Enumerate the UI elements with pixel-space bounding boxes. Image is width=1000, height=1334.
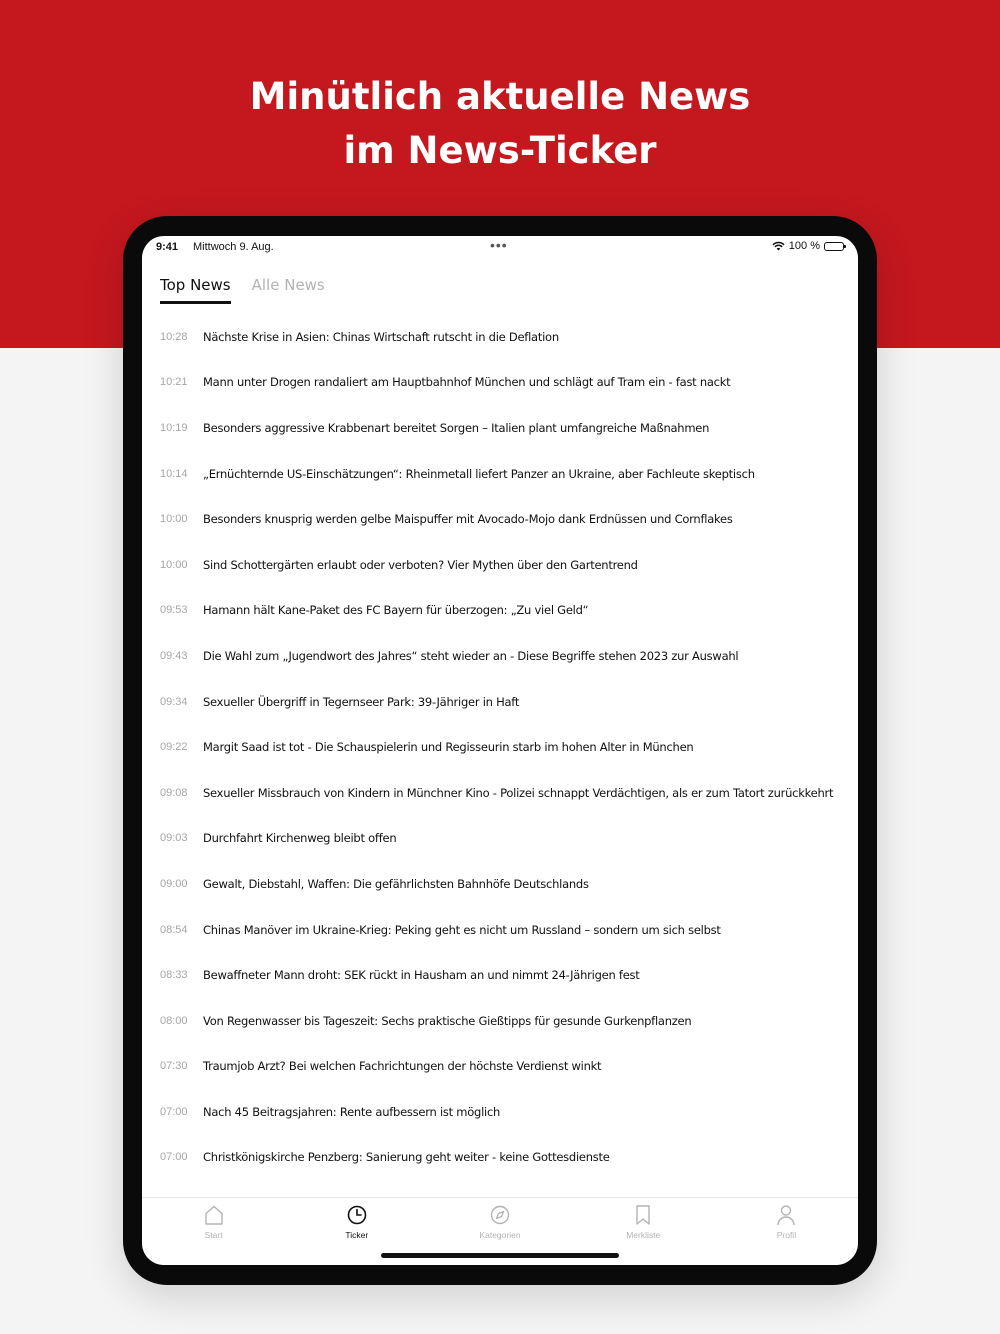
news-title: Besonders aggressive Krabbenart bereitet Sorgen – Italien plant umfangreiche Maßnahmen [203, 420, 710, 435]
nav-profil-label: Profil [776, 1230, 797, 1240]
news-item[interactable] [160, 542, 850, 588]
nav-start-label: Start [204, 1230, 223, 1240]
news-item[interactable] [160, 679, 850, 725]
news-item[interactable] [160, 360, 850, 406]
clock-icon [347, 1204, 367, 1226]
news-time: 07:00 [160, 1105, 188, 1118]
news-title: Margit Saad ist tot - Die Schauspielerin und Regisseurin starb im hohen Alter in München [203, 740, 694, 755]
news-item[interactable] [160, 816, 850, 862]
news-item[interactable] [160, 998, 850, 1044]
battery-percent: 100 % [788, 240, 820, 252]
news-time: 09:34 [160, 695, 188, 708]
news-time: 10:00 [160, 513, 188, 526]
news-list [160, 314, 850, 1226]
news-title: Durchfahrt Kirchenweg bleibt offen [203, 831, 397, 846]
news-item[interactable] [160, 952, 850, 998]
home-icon [204, 1204, 224, 1226]
news-item[interactable] [160, 451, 850, 497]
news-item[interactable] [160, 496, 850, 542]
news-time: 09:22 [160, 741, 188, 754]
nav-profil[interactable] [715, 1198, 858, 1265]
news-item[interactable] [160, 314, 850, 360]
promo-headline-line2: im News-Ticker [343, 129, 657, 172]
news-time: 09:03 [160, 832, 188, 845]
tab-alle-news[interactable]: Alle News [251, 276, 325, 294]
news-item[interactable] [160, 1044, 850, 1090]
news-item[interactable] [160, 633, 850, 679]
news-time: 09:43 [160, 649, 188, 662]
news-title: Chinas Manöver im Ukraine-Krieg: Peking geht es nicht um Russland – sondern um sich selbst [203, 922, 721, 937]
home-indicator[interactable] [381, 1253, 619, 1258]
wifi-icon [772, 241, 785, 251]
status-bar [142, 236, 858, 258]
news-time: 10:00 [160, 558, 188, 571]
news-time: 08:54 [160, 923, 188, 936]
status-time: 9:41 [156, 241, 179, 253]
multitasking-dots-icon[interactable]: ••• [490, 237, 508, 253]
news-time: 09:08 [160, 786, 188, 799]
tablet-frame [123, 216, 877, 1285]
news-title: Gewalt, Diebstahl, Waffen: Die gefährlichsten Bahnhöfe Deutschlands [203, 876, 589, 891]
news-item[interactable] [160, 724, 850, 770]
news-title: Sind Schottergärten erlaubt oder verboten? Vier Mythen über den Gartentrend [203, 557, 638, 572]
news-item[interactable] [160, 907, 850, 953]
news-item[interactable] [160, 861, 850, 907]
nav-start[interactable] [142, 1198, 285, 1265]
status-date: Mittwoch 9. Aug. [193, 241, 274, 253]
news-time: 07:00 [160, 1151, 188, 1164]
tab-top-news[interactable]: Top News [160, 276, 231, 304]
news-title: „Ernüchternde US-Einschätzungen“: Rheinmetall liefert Panzer an Ukraine, aber Fachleute skeptisch [203, 466, 755, 481]
news-time: 10:14 [160, 467, 188, 480]
news-title: Nächste Krise in Asien: Chinas Wirtschaft rutscht in die Deflation [203, 329, 559, 344]
user-icon [776, 1204, 796, 1226]
news-time: 07:30 [160, 1060, 188, 1073]
news-item[interactable] [160, 770, 850, 816]
nav-ticker-label: Ticker [345, 1230, 369, 1240]
news-title: Bewaffneter Mann droht: SEK rückt in Hausham an und nimmt 24-Jährigen fest [203, 968, 640, 983]
news-tabs [160, 276, 325, 304]
news-title: Christkönigskirche Penzberg: Sanierung geht weiter - keine Gottesdienste [203, 1150, 610, 1165]
news-time: 10:28 [160, 330, 188, 343]
promo-headline-line1: Minütlich aktuelle News [249, 75, 751, 118]
news-title: Nach 45 Beitragsjahren: Rente aufbessern ist möglich [203, 1104, 501, 1119]
news-item[interactable] [160, 1135, 850, 1181]
news-time: 08:33 [160, 969, 188, 982]
news-time: 09:53 [160, 604, 188, 617]
nav-kategorien-label: Kategorien [479, 1230, 521, 1240]
news-item[interactable] [160, 588, 850, 634]
news-title: Die Wahl zum „Jugendwort des Jahres“ steht wieder an - Diese Begriffe stehen 2023 zur Auswahl [203, 648, 739, 663]
compass-icon [490, 1204, 510, 1226]
nav-merkliste-label: Merkliste [626, 1230, 661, 1240]
news-time: 08:00 [160, 1014, 188, 1027]
status-indicators [772, 240, 844, 252]
app-screen [142, 236, 858, 1265]
news-title: Sexueller Missbrauch von Kindern in Münchner Kino - Polizei schnappt Verdächtigen, als er zum Tatort zurückkehrt [203, 785, 834, 800]
news-time: 09:00 [160, 877, 188, 890]
news-time: 10:21 [160, 376, 188, 389]
news-title: Hamann hält Kane-Paket des FC Bayern für überzogen: „Zu viel Geld“ [203, 603, 589, 618]
news-time: 10:19 [160, 421, 188, 434]
news-title: Sexueller Übergriff in Tegernseer Park: 39-Jähriger in Haft [203, 694, 520, 709]
news-title: Besonders knusprig werden gelbe Maispuffer mit Avocado-Mojo dank Erdnüssen und Cornflakes [203, 512, 733, 527]
news-title: Mann unter Drogen randaliert am Hauptbahnhof München und schlägt auf Tram ein - fast nackt [203, 375, 731, 390]
news-item[interactable] [160, 1089, 850, 1135]
promo-headline [0, 70, 1000, 178]
news-item[interactable] [160, 405, 850, 451]
news-title: Traumjob Arzt? Bei welchen Fachrichtungen der höchste Verdienst winkt [203, 1059, 602, 1074]
battery-icon [824, 242, 844, 251]
bookmark-icon [633, 1204, 653, 1226]
news-title: Von Regenwasser bis Tageszeit: Sechs praktische Gießtipps für gesunde Gurkenpflanzen [203, 1013, 692, 1028]
